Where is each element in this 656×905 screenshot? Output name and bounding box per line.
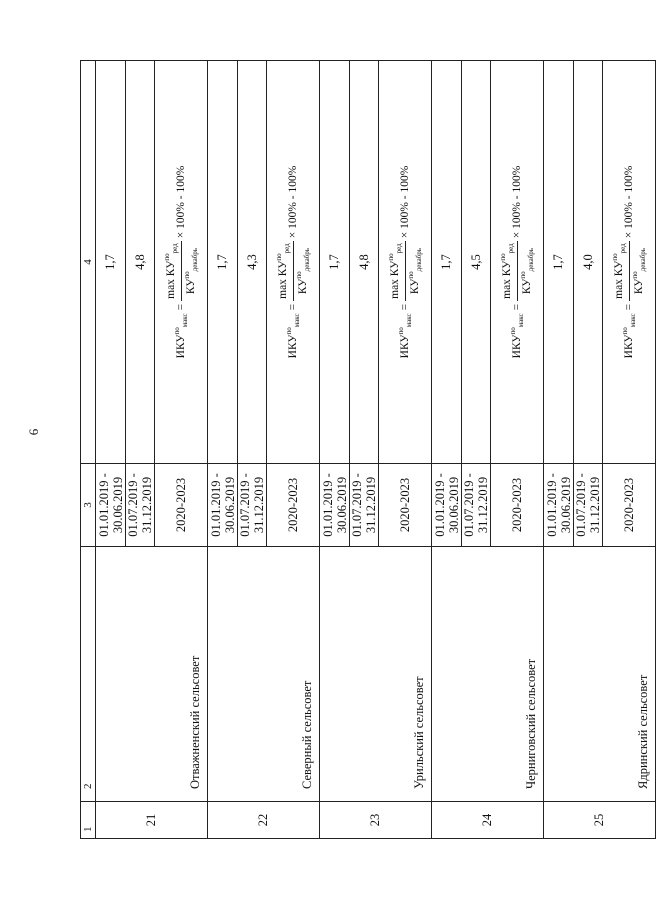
- formula-denominator: $КУ^{по}_{декабрь}$: [182, 248, 199, 295]
- period-cell: 2020-2023: [155, 464, 208, 547]
- max-index-formula: [275, 166, 310, 359]
- value-cell: 4,5: [462, 61, 491, 464]
- value-cell: 4,8: [350, 61, 379, 464]
- formula-tail: × 100% - 100%: [287, 165, 299, 239]
- formula-equals: =: [623, 303, 635, 311]
- value-cell: 1,7: [96, 61, 126, 464]
- period-cell: 2020-2023: [491, 464, 544, 547]
- formula-fraction: [499, 241, 534, 301]
- formula-cell: [267, 61, 320, 464]
- formula-cell: [155, 61, 208, 464]
- formula-tail: × 100% - 100%: [623, 165, 635, 239]
- period-cell: 2020-2023: [379, 464, 432, 547]
- formula-cell: [491, 61, 544, 464]
- formula-numerator: $\max КУ^{по}_{ред}$: [275, 243, 292, 299]
- table-row: [320, 61, 350, 839]
- formula-equals: =: [399, 303, 411, 311]
- municipality-name: Ядринский сельсовет: [544, 547, 656, 802]
- formula-lhs: $ИКУ^{по}_{макс}$: [284, 313, 302, 359]
- period-cell: 01.01.2019 - 30.06.2019: [208, 464, 238, 547]
- page-number: 6: [26, 428, 41, 436]
- period-cell: 01.07.2019 - 31.12.2019: [574, 464, 603, 547]
- row-number: 25: [544, 802, 656, 839]
- formula-lhs: $ИКУ^{по}_{макс}$: [620, 313, 638, 359]
- max-index-formula: [387, 166, 422, 359]
- period-cell: 2020-2023: [267, 464, 320, 547]
- formula-fraction: [275, 241, 310, 301]
- period-cell: 01.07.2019 - 31.12.2019: [238, 464, 267, 547]
- municipality-name: Урильский сельсовет: [320, 547, 432, 802]
- header-col-4: 4: [81, 61, 96, 464]
- table-row: [96, 61, 126, 839]
- period-cell: 01.07.2019 - 31.12.2019: [126, 464, 155, 547]
- rotated-table-container: [80, 60, 650, 839]
- formula-denominator: $КУ^{по}_{декабрь}$: [518, 248, 535, 295]
- formula-tail: × 100% - 100%: [511, 165, 523, 239]
- value-cell: 1,7: [544, 61, 574, 464]
- formula-numerator: $\max КУ^{по}_{ред}$: [387, 243, 404, 299]
- municipality-name: Северный сельсовет: [208, 547, 320, 802]
- formula-denominator: $КУ^{по}_{декабрь}$: [294, 248, 311, 295]
- row-number: 22: [208, 802, 320, 839]
- period-cell: 01.01.2019 - 30.06.2019: [544, 464, 574, 547]
- municipality-name: Черниговский сельсовет: [432, 547, 544, 802]
- formula-tail: × 100% - 100%: [399, 165, 411, 239]
- max-index-formula: [499, 166, 534, 359]
- table-row: [208, 61, 238, 839]
- period-cell: 01.01.2019 - 30.06.2019: [320, 464, 350, 547]
- period-cell: 2020-2023: [603, 464, 656, 547]
- formula-equals: =: [511, 303, 523, 311]
- municipality-name: Отважненский сельсовет: [96, 547, 208, 802]
- value-cell: 1,7: [320, 61, 350, 464]
- table-row: [432, 61, 462, 839]
- value-cell: 1,7: [208, 61, 238, 464]
- formula-denominator: $КУ^{по}_{декабрь}$: [630, 248, 647, 295]
- formula-numerator: $\max КУ^{по}_{ред}$: [611, 243, 628, 299]
- formula-lhs: $ИКУ^{по}_{макс}$: [396, 313, 414, 359]
- formula-cell: [603, 61, 656, 464]
- formula-equals: =: [175, 303, 187, 311]
- formula-numerator: $\max КУ^{по}_{ред}$: [163, 243, 180, 299]
- max-index-formula: [611, 166, 646, 359]
- row-number: 23: [320, 802, 432, 839]
- formula-fraction: [387, 241, 422, 301]
- table-row: [544, 61, 574, 839]
- row-number: 21: [96, 802, 208, 839]
- value-cell: 4,0: [574, 61, 603, 464]
- header-col-2: 2: [81, 547, 96, 802]
- formula-equals: =: [287, 303, 299, 311]
- period-cell: 01.07.2019 - 31.12.2019: [462, 464, 491, 547]
- table-body: [96, 61, 656, 839]
- max-index-formula: [163, 166, 198, 359]
- formula-tail: × 100% - 100%: [175, 165, 187, 239]
- value-cell: 1,7: [432, 61, 462, 464]
- period-cell: 01.01.2019 - 30.06.2019: [432, 464, 462, 547]
- header-col-1: 1: [81, 802, 96, 839]
- formula-lhs: $ИКУ^{по}_{макс}$: [172, 313, 190, 359]
- formula-lhs: $ИКУ^{по}_{макс}$: [508, 313, 526, 359]
- period-cell: 01.07.2019 - 31.12.2019: [350, 464, 379, 547]
- tariff-table: [80, 60, 656, 839]
- header-col-3: 3: [81, 464, 96, 547]
- formula-fraction: [611, 241, 646, 301]
- formula-denominator: $КУ^{по}_{декабрь}$: [406, 248, 423, 295]
- formula-fraction: [163, 241, 198, 301]
- formula-numerator: $\max КУ^{по}_{ред}$: [499, 243, 516, 299]
- formula-cell: [379, 61, 432, 464]
- period-cell: 01.01.2019 - 30.06.2019: [96, 464, 126, 547]
- value-cell: 4,8: [126, 61, 155, 464]
- row-number: 24: [432, 802, 544, 839]
- header-row: [81, 61, 96, 839]
- value-cell: 4,3: [238, 61, 267, 464]
